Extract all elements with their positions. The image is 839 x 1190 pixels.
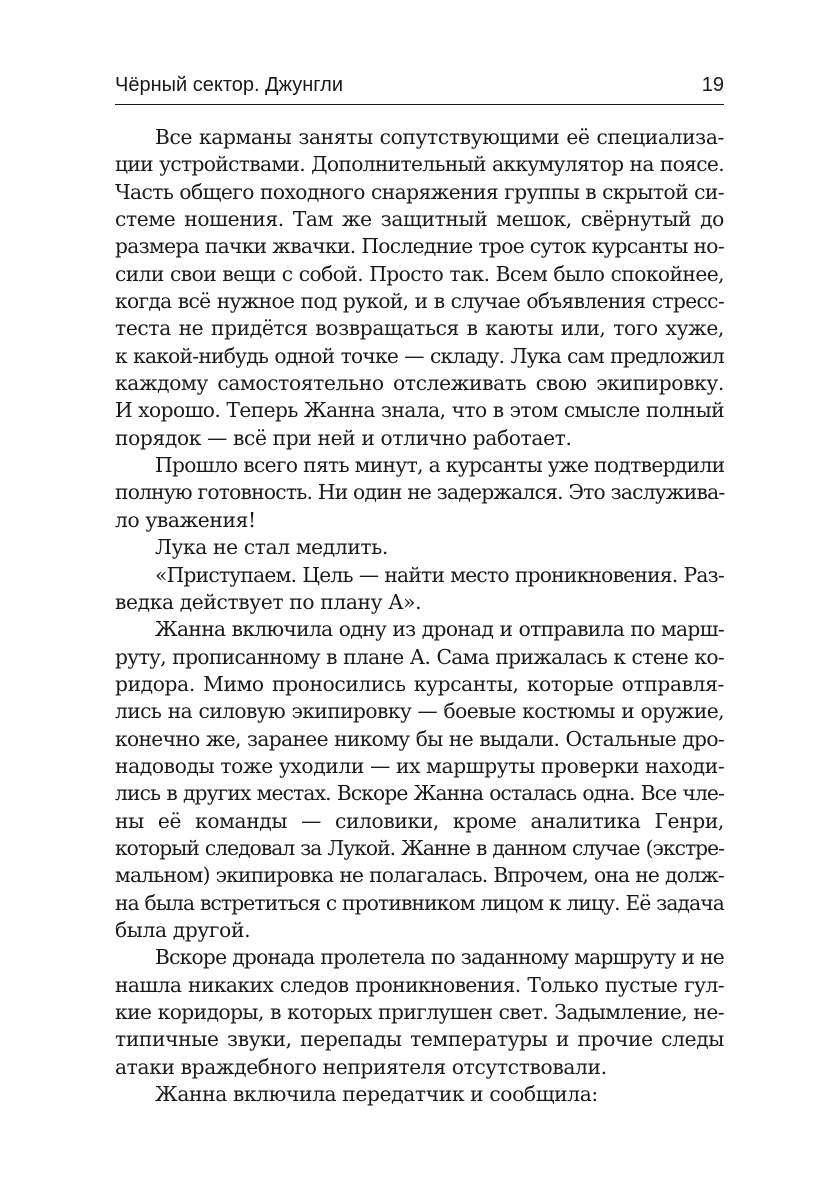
text-line: ции устройствами. Дополнительный аккумулятор на поясе. — [115, 152, 724, 177]
text-line: ло уважения! — [115, 507, 256, 532]
text-line: «Приступаем. Цель — найти место проникновения. Раз- — [155, 562, 724, 587]
text-line: надоводы тоже уходили — их маршруты проверки находи- — [115, 753, 725, 778]
text-line: на была встретиться с противником лицом к лицу. Её задача — [115, 890, 724, 915]
text-line: Все карманы заняты сопутствующими её специализа- — [155, 125, 724, 149]
text-line: к какой-нибудь одной точке — складу. Лука сам предложил — [115, 343, 724, 368]
text-line: Вскоре дронада пролетела по заданному маршруту и не — [155, 945, 724, 970]
text-line: Жанна включила одну из дронад и отправила по марш- — [155, 617, 724, 642]
text-line: стеме ношения. Там же защитный мешок, свёрнутый до — [115, 207, 724, 232]
text-line: руту, прописанному в плане А. Сама прижалась к стене ко- — [115, 644, 724, 669]
text-line: когда всё нужное под рукой, и в случае объявления стресс- — [115, 289, 724, 314]
text-line: нашла никаких следов проникновения. Только пустые гул- — [115, 972, 724, 997]
page-body — [115, 124, 724, 1108]
text-line: ридора. Мимо проносились курсанты, которые отправля- — [115, 671, 724, 696]
text-line: И хорошо. Теперь Жанна знала, что в этом смысле полный — [115, 398, 724, 423]
text-line: Лука не стал медлить. — [155, 535, 388, 560]
text-line: Часть общего походного снаряжения группы в скрытой си- — [115, 179, 724, 204]
text-line: порядок — всё при ней и отлично работает. — [115, 425, 572, 450]
running-header — [115, 72, 724, 105]
text-line: каждому самостоятельно отслеживать свою экипировку. — [115, 371, 724, 396]
text-line: ны её команды — силовики, кроме аналитика Генри, — [115, 808, 724, 833]
text-line: Прошло всего пять минут, а курсанты уже подтвердили — [155, 453, 725, 478]
text-line: сили свои вещи с собой. Просто так. Всем было спокойнее, — [115, 261, 724, 286]
book-title: Чёрный сектор. Джунгли — [115, 74, 344, 96]
text-line: который следовал за Лукой. Жанне в данном случае (экстре- — [115, 835, 724, 860]
text-line: теста не придётся возвращаться в каюты или, того хуже, — [115, 316, 724, 341]
text-line: полную готовность. Ни один не задержался. Это заслужива- — [115, 480, 725, 505]
text-line: мальном) экипировка не полагалась. Впрочем, она не долж- — [115, 863, 724, 888]
text-line: была другой. — [115, 917, 251, 942]
text-line: размера пачки жвачки. Последние трое суток курсанты но- — [115, 234, 724, 259]
text-line: лись в других местах. Вскоре Жанна осталась одна. Все чле- — [115, 781, 724, 806]
text-line: кие коридоры, в которых приглушен свет. Задымление, не- — [115, 1000, 724, 1024]
text-line: Жанна включила передатчик и сообщила: — [155, 1082, 598, 1107]
text-line: типичные звуки, перепады температуры и прочие следы — [115, 1027, 724, 1052]
text-line: конечно же, заранее никому бы не выдали. Остальные дро- — [115, 726, 724, 751]
text-line: атаки враждебного неприятеля отсутствовали. — [115, 1054, 607, 1079]
text-line: лись на силовую экипировку — боевые костюмы и оружие, — [115, 699, 724, 724]
text-line: ведка действует по плану А». — [115, 589, 422, 614]
page-number: 19 — [701, 74, 724, 96]
